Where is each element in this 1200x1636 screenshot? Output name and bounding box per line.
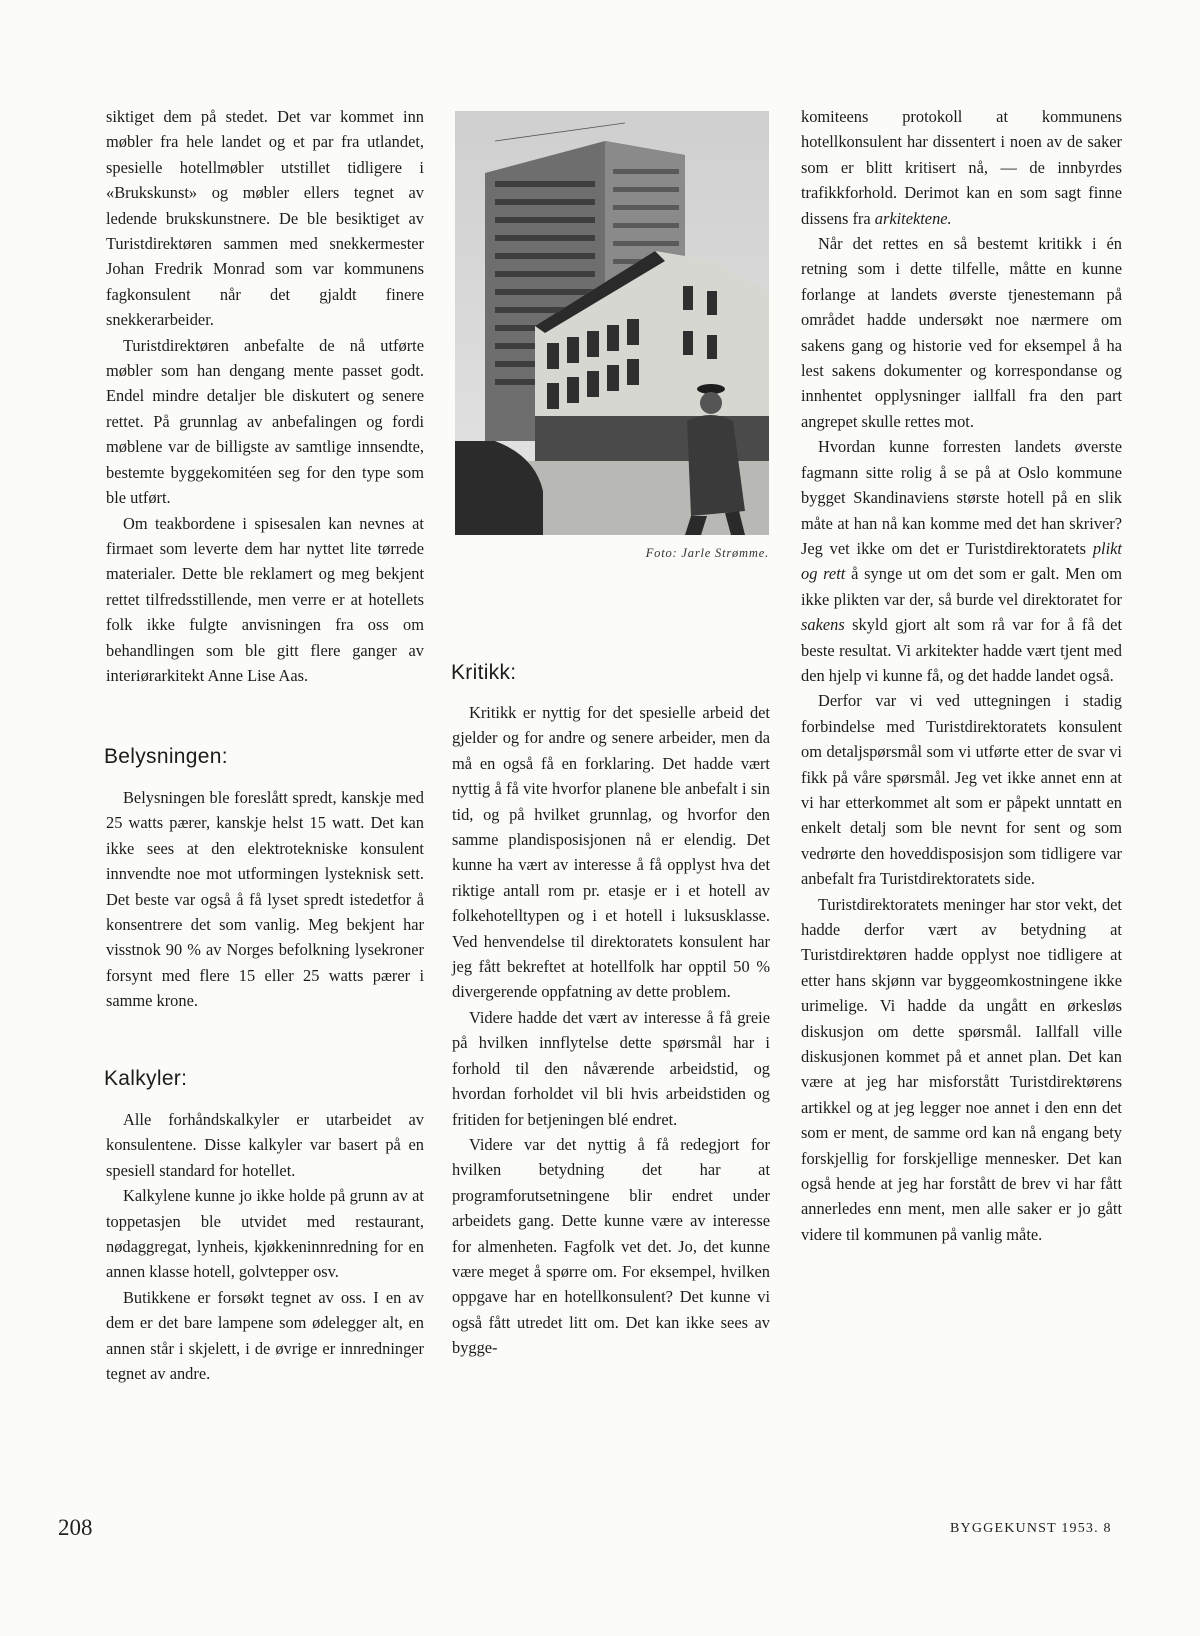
emphasis: plikt og rett: [801, 538, 1122, 584]
body-paragraph: Derfor var vi ved uttegningen i stadig forbindelse med Turistdirektoratets konsulent om detaljspørsmål som vi utførte etter de svar vi fikk på våre spørsmål. Jeg vet ikke annet enn at vi har etterkommet alt som er påpekt unntatt en enkelt detalj som ble nevnt for sent og som vedrørte den hoveddisposisjon som tidligere var anbefalt fra Turistdirektoratets side.: [801, 691, 1122, 889]
text-run: å synge ut om det som er galt. Men om ikke plikten var der, så burde vel direktoratet for: [801, 564, 1122, 609]
body-paragraph: siktiget dem på stedet. Det var kommet inn møbler fra hele landet og et par fra utlandet, spesielle hotellmøbler utstillet tidligere i «Brukskunst» og møbler ellers tegnet av ledende brukskunstnere. De ble besiktiget av Turistdirektøren sammen med snekkermester Johan Fredrik Monrad som var kommunens fagkonsulent når det gjaldt finere snekkerarbeider.: [106, 107, 424, 330]
text-run: komiteens protokoll at kommunens hotellkonsulent har dissentert i noen av de saker som er blitt kritisert nå, — de innbyrdes trafikkforhold. Derimot kan en som sagt finne dissens fra: [801, 107, 1122, 228]
middle-column: [452, 700, 770, 1361]
body-paragraph: Videre hadde det vært av interesse å få greie på hvilken innflytelse dette spørsmål har i forhold til den nåværende arbeidstid, og hvordan forholdet vil bli hvis arbeidstiden og fritiden for betjeningen blé endret.: [452, 1007, 770, 1129]
text-run: skyld gjort alt som rå var for å få det beste resultat. Vi arkitekter hadde vært tjent med den hjelp vi kunne få, og det hadde landet også.: [801, 615, 1122, 685]
body-paragraph: Turistdirektøren anbefalte de nå utførte møbler som han dengang mente passet godt. Endel mindre detaljer ble diskutert og senere rettet. På grunnlag av anbefalingen og fordi møblene var de billigste av samtlige innsendte, bestemte byggekomitéen seg for den type som ble utført.: [106, 335, 424, 508]
belysning-section: [106, 785, 424, 1014]
body-paragraph: Kritikk er nyttig for det spesielle arbeid det gjelder og for andre og senere arbeider, men da må en også få en forklaring. Det hadde vært nyttig å få vite hvorfor planene ble anbefalt i sin tid, og på hvilket grunnlag, og hvorfor den samme plandisposisjonen nå er elendig. Det kunne ha vært av interesse å få opplyst hva det riktige antall rom pr. etasje er i et hotell av folkehotelltypen og i et hotell i luksusklasse. Ved henvendelse til direktoratets konsulent har jeg fått bekreftet at hotellfolk har opptil 50 % divergerende oppfatning av dette problem.: [452, 703, 770, 1002]
body-paragraph: [801, 434, 1122, 688]
emphasis: sakens: [801, 615, 845, 635]
left-column: [106, 104, 424, 688]
section-heading-kalkyler: Kalkyler:: [104, 1067, 188, 1090]
photo-credit: Foto: Jarle Strømme.: [645, 546, 769, 560]
journal-footer: BYGGEKUNST 1953. 8: [950, 1521, 1112, 1536]
section-heading-belysning: Belysningen:: [104, 745, 228, 768]
page-number: 208: [58, 1515, 93, 1540]
body-paragraph: Om teakbordene i spisesalen kan nevnes at firmaet som leverte dem har nyttet lite tørrede materialer. Dette ble reklamert og meg bekjent rettet tilfredsstillende, men verre er at hotellets folk ikke fulgte anvisningen fra oss om behandlingen som ble gitt flere ganger av interiørarkitekt Anne Lise Aas.: [106, 513, 424, 685]
body-paragraph: Videre var det nyttig å få redegjort for hvilken betydning det har at programforutsetningene blir endret under arbeidets gang. Dette kunne være av interesse for almenheten. Fagfolk vet det. Jo, det kunne være meget å spørre om. For eksempel, hvilken oppgave har en hotellkonsulent? Det kunne vi også fått utredet litt om. Det kan ikke sees av bygge-: [452, 1134, 770, 1358]
kalkyler-section: [106, 1107, 424, 1386]
body-paragraph: [801, 104, 1122, 231]
right-column: [801, 104, 1122, 1247]
building-photo: [455, 111, 769, 535]
body-paragraph: Butikkene er forsøkt tegnet av oss. I en av dem er det bare lampene som ødelegger alt, en annen står i skjelett, i de øvrige er innredninger tegnet av andre.: [106, 1287, 424, 1384]
emphasis: arkitektene.: [874, 208, 952, 228]
body-paragraph: Når det rettes en så bestemt kritikk i én retning som i dette tilfelle, måtte en kunne forlange at landets øverste tjenestemann på området hadde undersøkt noe nærmere om sakens gang og historie ved for eksempel å ha lest sakens dokumenter og korrespondanse og innhentet opplysninger iallfall fra den part angrepet skulle rettes mot.: [801, 234, 1122, 431]
text-run: Hvordan kunne forresten landets øverste fagmann sitte rolig å se på at Oslo kommune bygget Skandinaviens største hotell på en slik måte at han nå kan komme med det han skriver? Jeg vet ikke om det er Turistdirektoratets: [801, 437, 1122, 558]
section-heading-kritikk: Kritikk:: [451, 661, 517, 684]
body-paragraph: Belysningen ble foreslått spredt, kanskje med 25 watts pærer, kanskje helst 15 watt. Det kan ikke sees at den elektrotekniske konsulent innvendte noe mot utformingen lysteknisk sett. Det beste var også å få lyset spredt istedetfor å konsentrere det som vanlig. Meg bekjent har visstnok 90 % av Norges befolkning lysekroner forsynt med flere 15 eller 25 watts pærer i samme krone.: [106, 788, 424, 1011]
body-paragraph: Alle forhåndskalkyler er utarbeidet av konsulentene. Disse kalkyler var basert på en spesiell standard for hotellet.: [106, 1110, 424, 1180]
body-paragraph: Turistdirektoratets meninger har stor vekt, det hadde derfor vært av betydning at Turistdirektøren hadde opplyst noe tidligere at etter hans skjønn var byggeomkostningene ikke urimelige. Vi hadde da ungått en ørkesløs diskusjon om dette spørsmål. Iallfall ville diskusjonen kommet på et annet plan. Det kan være at jeg har misforstått Turistdirektørens artikkel og at jeg legger noe annet i den enn det som er ment, de samme ord kan nå engang bety forskjellig for forskjellige mennesker. Det kan også hende at jeg har forstått de brev vi har fått annerledes enn ment, men alle saker er jo gått videre til kommunen på vanlig måte.: [801, 894, 1122, 1244]
body-paragraph: Kalkylene kunne jo ikke holde på grunn av at toppetasjen ble utvidet med restaurant, nødaggregat, lynheis, kjøkkeninnredning for en annen klasse hotell, golvtepper osv.: [106, 1186, 424, 1282]
